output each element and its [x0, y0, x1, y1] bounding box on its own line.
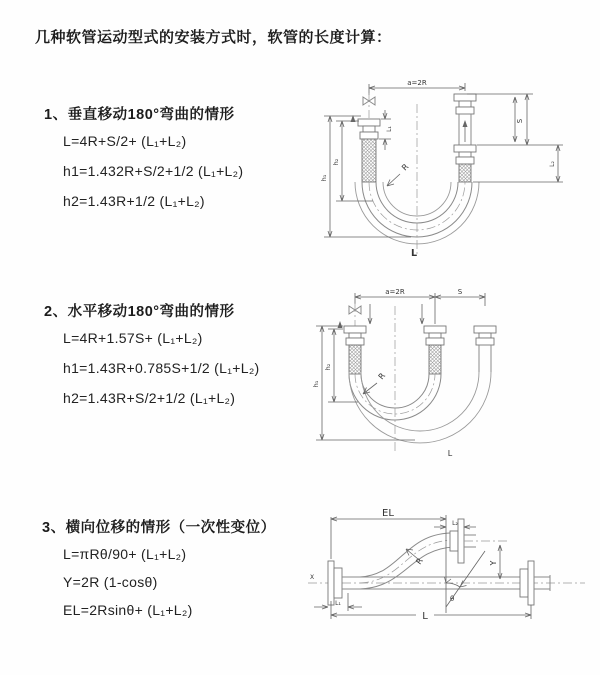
s-curve-hose	[360, 533, 454, 589]
dim-label-theta: θ	[450, 595, 455, 603]
dim-y	[489, 545, 502, 579]
dim-l2	[434, 520, 476, 529]
dim-label-l: L	[422, 611, 428, 622]
dim-label-h2: h₂	[332, 158, 340, 166]
braided-hose-section	[349, 345, 361, 374]
dim-label-h1: h₁	[320, 174, 328, 182]
section-1-formula-h1: h1=1.432R+S/2+1/2 (L₁+L₂)	[63, 163, 244, 179]
dim-label-a2r: a=2R	[385, 288, 405, 296]
dim-label-l: L	[410, 248, 418, 259]
radius-callout	[387, 162, 411, 186]
axis-label-x: X	[310, 574, 315, 581]
dim-label-r: R	[414, 556, 425, 567]
dim-label-r: R	[376, 371, 388, 382]
dim-l1	[379, 110, 393, 150]
section-3-formula-EL: EL=2Rsinθ+ (L₁+L₂)	[63, 602, 193, 618]
dim-label-l2: L₂	[452, 520, 458, 527]
dim-label-s: S	[516, 118, 524, 124]
braided-hose-section	[362, 139, 376, 182]
left-flange	[328, 561, 342, 605]
section-1-formula-L: L=4R+S/2+ (L₁+L₂)	[63, 133, 187, 149]
middle-hose-fitting	[424, 326, 446, 374]
right-hose-fitting	[474, 326, 496, 372]
section-1-formula-h2: h2=1.43R+1/2 (L₁+L₂)	[63, 193, 205, 209]
movement-arrow	[338, 321, 343, 328]
dim-label-s: S	[457, 288, 463, 296]
dim-label-y: Y	[489, 560, 498, 566]
extension-arrows	[368, 304, 424, 324]
angle-theta	[445, 551, 486, 607]
left-hose-fitting	[344, 326, 366, 374]
dim-s	[435, 288, 485, 299]
section-2-formula-h1: h1=1.43R+0.785S+1/2 (L₁+L₂)	[63, 360, 260, 376]
section-2-formula-h2: h2=1.43R+S/2+1/2 (L₁+L₂)	[63, 390, 236, 406]
section-3-formula-Y: Y=2R (1-cosθ)	[63, 574, 158, 590]
dim-label-h2: h₂	[324, 363, 332, 371]
diagram-horizontal-180-bend	[310, 282, 600, 467]
dim-label-l2: L₂	[549, 161, 556, 167]
section-2-heading: 2、水平移动180°弯曲的情形	[44, 304, 235, 320]
dim-label-el: EL	[382, 508, 394, 519]
dim-label-h1: h₁	[312, 380, 320, 388]
braided-hose-section	[459, 164, 471, 182]
dim-label-a2r: a=2R	[407, 79, 427, 87]
upper-flange	[450, 519, 508, 563]
radius-callout	[363, 371, 387, 394]
dim-label-l1: L₁	[386, 126, 393, 132]
section-3-heading: 3、横向位移的情形（一次性变位）	[42, 520, 276, 536]
left-hose-fitting	[358, 119, 380, 182]
page-title: 几种软管运动型式的安装方式时，软管的长度计算：	[35, 29, 392, 46]
dim-l	[331, 601, 531, 622]
section-2-formula-L: L=4R+1.57S+ (L₁+L₂)	[63, 330, 203, 346]
dim-l2	[473, 145, 563, 182]
u-hose-arcs-shifted	[349, 372, 491, 443]
section-3-formula-L: L=πRθ/90+ (L₁+L₂)	[63, 546, 187, 562]
diagram-vertical-180-bend	[315, 70, 595, 260]
diagram-lateral-displacement	[300, 505, 595, 640]
dim-label-r: R	[400, 162, 411, 173]
section-1-heading: 1、垂直移动180°弯曲的情形	[44, 107, 235, 123]
dim-s	[467, 94, 563, 145]
dim-label-l1: L₁	[335, 600, 341, 607]
dim-a2r	[369, 79, 465, 95]
braided-hose-section	[429, 345, 441, 374]
dim-label-l: L	[447, 449, 453, 458]
